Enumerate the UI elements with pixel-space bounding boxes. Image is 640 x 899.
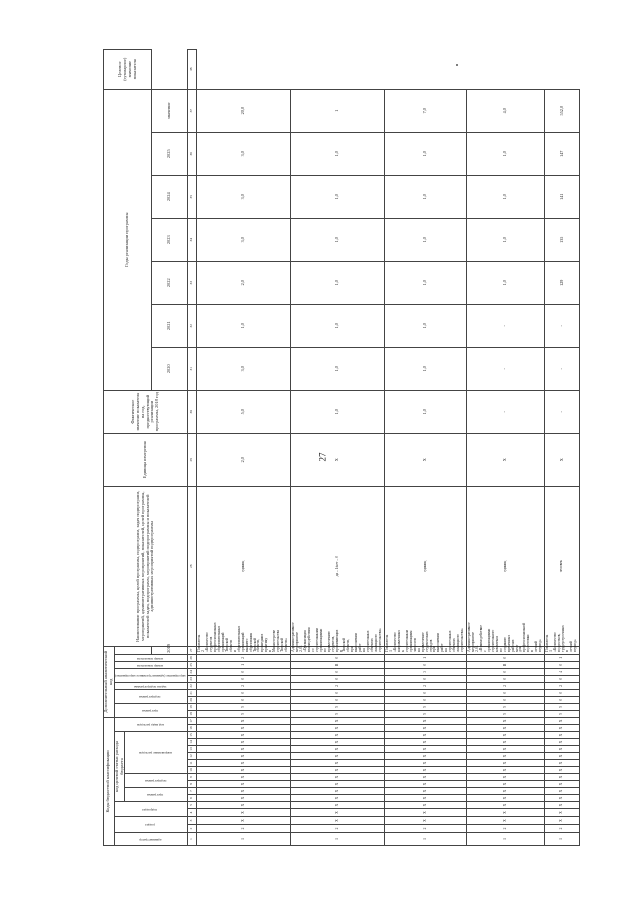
- code-cell: X: [385, 717, 467, 724]
- code-cell: 0: [197, 689, 291, 696]
- column-number: 21: [188, 689, 197, 696]
- year-header-2022: 2022: [152, 261, 188, 304]
- a-indicator-header: [114, 654, 187, 661]
- year-header-2021: 2021: [152, 304, 188, 347]
- code-cell: X: [385, 746, 467, 753]
- row-value-2025: 1,0: [385, 132, 467, 175]
- table-row: [467, 49, 545, 845]
- column-number: 31: [188, 347, 197, 390]
- code-cell: X: [545, 760, 580, 767]
- year-header-2019: 2019: [152, 646, 188, 654]
- row-value-2024: 1,0: [467, 175, 545, 218]
- code-cell: X: [467, 746, 545, 753]
- code-cell: 5: [385, 710, 467, 717]
- column-number: 10: [188, 767, 197, 774]
- row-value-2020: 1,0: [385, 347, 467, 390]
- code-cell: X: [291, 767, 385, 774]
- code-cell: X: [197, 781, 291, 788]
- code-cell: X: [545, 732, 580, 739]
- code-cell: X: [385, 732, 467, 739]
- column-number: 34: [188, 218, 197, 261]
- direction-header-text: направление расходов: [138, 751, 172, 756]
- column-number: 15: [188, 732, 197, 739]
- unit-column-header: Единица измерения: [104, 433, 188, 486]
- code-cell: X: [291, 746, 385, 753]
- code-cell: X: [545, 774, 580, 781]
- code-cell: 0: [545, 675, 580, 682]
- column-number: 9: [188, 774, 197, 781]
- code-cell: 4: [545, 668, 580, 675]
- row-value-2019: 5,0: [197, 390, 291, 433]
- subprogram-code-header: [125, 774, 188, 788]
- code-cell: X: [545, 809, 580, 817]
- code-cell: X: [291, 760, 385, 767]
- codes-group-header: Коды бюджетной классификации: [104, 717, 115, 845]
- code-cell: X: [385, 788, 467, 795]
- code-cell: 0: [385, 689, 467, 696]
- row-value-2024: 1,0: [291, 175, 385, 218]
- code-cell: X: [467, 739, 545, 746]
- code-cell: 2: [291, 682, 385, 689]
- section-header-text: раздел: [145, 823, 155, 828]
- code-cell: X: [197, 725, 291, 732]
- code-cell: 2: [197, 825, 291, 833]
- row-value-2019: 1,0: [291, 390, 385, 433]
- column-number: 18: [188, 710, 197, 717]
- table-row: [197, 49, 291, 845]
- row-name: Административное мероприятие 2.03 «Организация взаимодействия со строительными организациями по привлечению студентов, проживающих в Тверской области, при выполнении работ на строительных объектах жилищного строительства»: [291, 646, 385, 654]
- column-number: 37: [188, 89, 197, 132]
- row-fact-2018: X: [467, 433, 545, 486]
- code-cell: X: [545, 725, 580, 732]
- column-number: 13: [188, 746, 197, 753]
- code-cell: 2: [467, 682, 545, 689]
- code-cell: X: [291, 774, 385, 781]
- row-name: Показатель 1 «Количество подростков, трудоустроенных в летний период»: [545, 646, 580, 654]
- code-cell: X: [385, 767, 467, 774]
- column-number: 8: [188, 781, 197, 788]
- row-value-2020: -: [467, 347, 545, 390]
- row-unit: единиц: [197, 486, 291, 646]
- expense-type-header-text: код вида расходов: [136, 723, 164, 728]
- code-cell: 1: [197, 833, 291, 846]
- section-header: [114, 817, 187, 833]
- column-number: 3: [188, 817, 197, 825]
- row-value-2023: 1,0: [385, 218, 467, 261]
- code-cell: 1: [197, 661, 291, 668]
- code-cell: 0: [291, 654, 385, 661]
- code-cell: 5: [291, 710, 385, 717]
- code-cell: X: [291, 802, 385, 809]
- column-number: 1: [188, 833, 197, 846]
- code-cell: 2: [385, 825, 467, 833]
- a-subprogram-header-text: подпрограмма: [139, 695, 161, 700]
- column-number: 7: [188, 788, 197, 795]
- code-cell: X: [197, 746, 291, 753]
- code-cell: 2: [385, 682, 467, 689]
- code-cell: X: [467, 795, 545, 802]
- row-value-2020: 3,0: [197, 347, 291, 390]
- subsection-header-text: подраздел: [142, 807, 158, 812]
- table-container: [103, 57, 577, 846]
- program-code-header-text: программа: [147, 793, 164, 798]
- row-unit: единиц: [385, 486, 467, 646]
- code-cell: X: [467, 809, 545, 817]
- a-task-header: [114, 682, 187, 689]
- column-number: 14: [188, 739, 197, 746]
- code-cell: X: [467, 725, 545, 732]
- code-cell: 2: [197, 654, 291, 661]
- target-column-header: Целевое (суммарное) значение показателя: [104, 49, 152, 89]
- name-column-header: Наименование программы, целей программы, подпрограмм, задач подпрограмм, мероприятий, административных мероприятий, показателей, целей программы, показателей задач, подпрограмм, мероприятий подпрограммы и показателей административных мероприятий подпрограммы: [104, 486, 188, 646]
- a-program-header-text: программа: [141, 709, 158, 714]
- code-cell: X: [197, 809, 291, 817]
- year-header-2020: 2020: [152, 347, 188, 390]
- row-fact-2018: X: [291, 433, 385, 486]
- program-indicators-table: [103, 49, 580, 846]
- code-cell: X: [197, 753, 291, 760]
- row-value-2023: 1,0: [467, 218, 545, 261]
- row-value-2021: 1,0: [291, 304, 385, 347]
- row-unit: человек: [545, 486, 580, 646]
- code-cell: 1: [385, 654, 467, 661]
- code-cell: X: [545, 753, 580, 760]
- code-cell: X: [385, 760, 467, 767]
- code-cell: 1: [385, 833, 467, 846]
- code-cell: 0: [467, 654, 545, 661]
- code-cell: X: [197, 802, 291, 809]
- row-value-2019: -: [467, 390, 545, 433]
- column-number: 19: [188, 703, 197, 710]
- code-cell: X: [385, 725, 467, 732]
- row-value-2019: 1,0: [385, 390, 467, 433]
- code-cell: X: [545, 781, 580, 788]
- a-measure-header: [114, 668, 187, 682]
- code-cell: X: [545, 802, 580, 809]
- code-cell: X: [385, 781, 467, 788]
- row-target-value: 7,0: [385, 89, 467, 132]
- extra-code-group-header: Дополнительный аналитический код: [104, 646, 115, 717]
- code-cell: X: [385, 802, 467, 809]
- code-cell: 5: [467, 710, 545, 717]
- code-cell: X: [467, 717, 545, 724]
- code-cell: 0: [197, 668, 291, 675]
- row-value-2025: 1,0: [467, 132, 545, 175]
- code-cell: X: [291, 732, 385, 739]
- header-row-1: [104, 49, 115, 845]
- code-cell: 5: [545, 710, 580, 717]
- code-cell: X: [291, 753, 385, 760]
- code-cell: 0: [197, 696, 291, 703]
- column-number: 26: [188, 654, 197, 661]
- code-cell: X: [291, 817, 385, 825]
- code-cell: B: [291, 661, 385, 668]
- code-cell: X: [545, 767, 580, 774]
- code-cell: 2: [467, 825, 545, 833]
- code-cell: X: [545, 817, 580, 825]
- column-number: 35: [188, 175, 197, 218]
- admin-header: [114, 833, 187, 846]
- code-cell: 1: [545, 833, 580, 846]
- row-value-2025: 3,0: [197, 132, 291, 175]
- code-cell: 0: [385, 675, 467, 682]
- column-number: 16: [188, 725, 197, 732]
- program-code-header: [125, 788, 188, 802]
- code-cell: X: [291, 788, 385, 795]
- row-value-2020: 1,0: [291, 347, 385, 390]
- code-cell: X: [291, 795, 385, 802]
- code-cell: B: [467, 661, 545, 668]
- code-cell: 5: [545, 703, 580, 710]
- code-cell: X: [197, 717, 291, 724]
- row-name: Показатель 1 «Количество направленных к строительным организациям запросов на привлечение студенческих отрядов при выполнении работ на строительных объектах жилищного строительства»: [385, 646, 467, 654]
- row-value-2021: 1,0: [385, 304, 467, 347]
- row-target-value: 20,0: [197, 89, 291, 132]
- a-indicator-header-text: номер показателя: [136, 656, 163, 661]
- code-cell: 0: [545, 696, 580, 703]
- code-cell: X: [467, 760, 545, 767]
- code-cell: 0: [385, 696, 467, 703]
- code-cell: 0: [291, 668, 385, 675]
- column-number: 25: [188, 661, 197, 668]
- column-number: 11: [188, 760, 197, 767]
- code-cell: X: [467, 732, 545, 739]
- code-cell: X: [197, 760, 291, 767]
- code-cell: X: [197, 788, 291, 795]
- column-number: 12: [188, 753, 197, 760]
- code-cell: 5: [291, 703, 385, 710]
- code-cell: X: [545, 795, 580, 802]
- column-number-row: [188, 49, 197, 845]
- code-cell: X: [545, 746, 580, 753]
- a-subprogram-header: [114, 689, 187, 703]
- rotated-table-area: [103, 57, 577, 846]
- code-cell: X: [385, 809, 467, 817]
- table-row: [545, 49, 580, 845]
- column-number: 38: [188, 49, 197, 89]
- subsection-header: [114, 802, 187, 817]
- code-cell: 0: [291, 696, 385, 703]
- row-value-2022: 129: [545, 261, 580, 304]
- row-value-2022: 1,0: [467, 261, 545, 304]
- target-value-header: значение: [152, 89, 188, 132]
- a-task-header-text: задача подпрограммы: [133, 684, 167, 689]
- code-cell: X: [467, 781, 545, 788]
- row-target-value: 552,0: [545, 89, 580, 132]
- code-cell: 2: [545, 825, 580, 833]
- row-target-value: 4,0: [467, 89, 545, 132]
- subprogram-code-header-text: подпрограмма: [144, 779, 166, 784]
- row-value-2025: 147: [545, 132, 580, 175]
- code-cell: X: [197, 795, 291, 802]
- row-value-2019: -: [545, 390, 580, 433]
- year-header-2025: 2025: [152, 132, 188, 175]
- code-cell: 0: [291, 675, 385, 682]
- column-number: 6: [188, 795, 197, 802]
- code-cell: X: [545, 788, 580, 795]
- row-value-2023: 135: [545, 218, 580, 261]
- a-measure-header-text: мероприятие (административное мероприятие): [114, 674, 186, 679]
- column-number: 22: [188, 682, 197, 689]
- column-number: 32: [188, 304, 197, 347]
- column-number: 2: [188, 825, 197, 833]
- column-number: 4: [188, 809, 197, 817]
- row-value-2023: 3,0: [197, 218, 291, 261]
- code-cell: X: [467, 753, 545, 760]
- column-number: 30: [188, 390, 197, 433]
- code-cell: X: [197, 732, 291, 739]
- row-value-2025: 1,0: [291, 132, 385, 175]
- year-header-2023: 2023: [152, 218, 188, 261]
- code-cell: X: [467, 802, 545, 809]
- row-value-2022: 1,0: [291, 261, 385, 304]
- a-type-header-text: номер показателя: [136, 663, 163, 668]
- row-target-value: 1: [291, 89, 385, 132]
- code-cell: 0: [197, 675, 291, 682]
- row-fact-2018: 2,0: [197, 433, 291, 486]
- code-cell: X: [385, 739, 467, 746]
- code-cell: X: [467, 817, 545, 825]
- row-value-2021: 1,0: [197, 304, 291, 347]
- code-cell: 0: [467, 675, 545, 682]
- code-cell: 2: [291, 825, 385, 833]
- column-number: 24: [188, 668, 197, 675]
- table-row: [291, 49, 385, 845]
- row-value-2024: 1,0: [385, 175, 467, 218]
- row-value-2021: -: [467, 304, 545, 347]
- row-value-2021: -: [545, 304, 580, 347]
- row-fact-2018: X: [385, 433, 467, 486]
- a-program-header: [114, 703, 187, 717]
- code-cell: 0: [467, 689, 545, 696]
- code-cell: X: [197, 817, 291, 825]
- code-cell: X: [197, 774, 291, 781]
- row-value-2022: 2,0: [197, 261, 291, 304]
- year-header-2024: 2024: [152, 175, 188, 218]
- code-cell: X: [467, 767, 545, 774]
- column-number: 33: [188, 261, 197, 304]
- expense-type-header: [114, 717, 187, 731]
- code-cell: 0: [467, 668, 545, 675]
- code-cell: 1: [291, 833, 385, 846]
- code-cell: X: [291, 725, 385, 732]
- code-cell: 1: [545, 654, 580, 661]
- years-group-header: Годы реализации программы: [104, 89, 152, 390]
- code-cell: X: [385, 795, 467, 802]
- column-number: 20: [188, 696, 197, 703]
- code-cell: X: [385, 753, 467, 760]
- code-cell: 2: [197, 682, 291, 689]
- row-name: Административное мероприятие 2.04 «Взаимодействие с организациями строительного комплекса по созданию временных рабочих мест для профессиональной подготовки в летний период»: [467, 646, 545, 654]
- code-cell: 5: [197, 703, 291, 710]
- code-cell: X: [291, 717, 385, 724]
- code-cell: X: [291, 739, 385, 746]
- column-number: 5: [188, 802, 197, 809]
- code-cell: 0: [545, 689, 580, 696]
- row-value-2023: 1,0: [291, 218, 385, 261]
- code-cell: 0: [291, 689, 385, 696]
- row-unit: единиц: [467, 486, 545, 646]
- column-number: 28: [188, 486, 197, 646]
- row-name: Показатель 2 «Количество студентов профессиональных образовательных организаций Тверской области и образовательных организаций высшего образования Тверской области, прошедших практику в Министерстве строительства Тверской области»: [197, 646, 291, 654]
- code-cell: 0: [545, 661, 580, 668]
- code-cell: X: [197, 739, 291, 746]
- code-cell: X: [291, 781, 385, 788]
- direction-header: [125, 732, 188, 774]
- column-number: 29: [188, 433, 197, 486]
- code-cell: 0: [385, 661, 467, 668]
- code-cell: 3: [385, 668, 467, 675]
- column-number: 23: [188, 675, 197, 682]
- code-cell: X: [545, 739, 580, 746]
- code-cell: X: [197, 767, 291, 774]
- code-cell: 5: [385, 703, 467, 710]
- row-value-2024: 3,0: [197, 175, 291, 218]
- admin-header-text: администратор: [138, 837, 162, 842]
- row-fact-2018: X: [545, 433, 580, 486]
- target-article-header: код целевой статьи расхода бюджета: [114, 732, 125, 802]
- column-number: 36: [188, 132, 197, 175]
- code-cell: X: [467, 788, 545, 795]
- code-cell: 5: [197, 710, 291, 717]
- code-cell: X: [385, 817, 467, 825]
- code-cell: 2: [545, 682, 580, 689]
- row-value-2024: 141: [545, 175, 580, 218]
- table-row: [385, 49, 467, 845]
- column-number: 17: [188, 717, 197, 724]
- code-cell: X: [385, 774, 467, 781]
- row-unit: да – 1/нет – 0: [291, 486, 385, 646]
- column-number: 27: [188, 646, 197, 654]
- a-type-header: [114, 661, 187, 668]
- page-number: 27: [317, 452, 328, 462]
- code-cell: X: [545, 717, 580, 724]
- code-cell: X: [467, 774, 545, 781]
- code-cell: 1: [467, 833, 545, 846]
- row-value-2022: 1,0: [385, 261, 467, 304]
- row-value-2020: -: [545, 347, 580, 390]
- code-cell: 5: [467, 703, 545, 710]
- fact-column-header: Фактическое значение показателя на год, предшествующий реализации программы, 2018 год: [104, 390, 188, 433]
- code-cell: X: [291, 809, 385, 817]
- code-cell: 0: [467, 696, 545, 703]
